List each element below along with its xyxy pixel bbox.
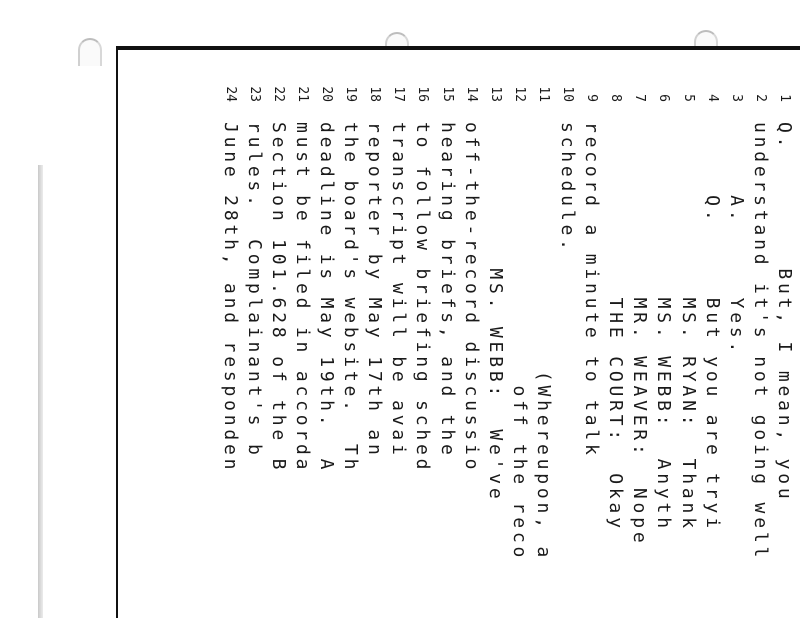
line-text: the board's website. Th: [340, 122, 362, 474]
transcript-sheet: [116, 46, 800, 618]
transcript-line: [748, 50, 772, 618]
line-text: (Whereupon, a: [533, 122, 554, 562]
transcript-line: [603, 50, 627, 618]
line-number: 10: [560, 86, 576, 102]
transcript-line: [386, 50, 410, 618]
transcript-line: [290, 50, 314, 618]
line-number: 5: [680, 94, 696, 102]
line-number: 2: [752, 94, 768, 102]
transcript-line: [627, 50, 651, 618]
line-text: MS. RYAN: Thank: [677, 122, 699, 532]
line-number: 21: [295, 86, 310, 102]
line-text: Q. But, I mean, you: [774, 122, 795, 503]
line-text: transcript will be avai: [388, 122, 410, 459]
line-text: understand it's not going well: [749, 122, 771, 562]
transcript-line: [555, 50, 579, 618]
transcript-line: [772, 50, 796, 618]
line-number: 1: [777, 94, 792, 102]
line-text: off the reco: [508, 122, 530, 562]
line-number: 18: [367, 86, 383, 102]
transcript-line: [652, 50, 676, 618]
line-number: 16: [415, 86, 431, 102]
transcript-line: [242, 50, 266, 618]
line-number: 9: [584, 94, 600, 102]
line-number: 11: [536, 86, 551, 102]
transcript-line: [579, 50, 603, 618]
line-text: rules. Complainant's b: [243, 122, 265, 459]
line-number: 20: [319, 86, 335, 102]
transcript-line: [266, 50, 290, 618]
line-text: deadline is May 19th. A: [316, 122, 338, 474]
line-text: THE COURT: Okay: [605, 122, 627, 532]
transcript-line: [676, 50, 700, 618]
page-edge-shadow: [38, 165, 43, 618]
transcript-line: [483, 50, 507, 618]
line-text: schedule.: [557, 122, 579, 254]
transcript-line: [435, 50, 459, 618]
line-number: 6: [656, 94, 672, 102]
transcript-line: [411, 50, 435, 618]
transcript-line: [338, 50, 362, 618]
line-number: 14: [463, 86, 479, 102]
transcript-line: [362, 50, 386, 618]
line-text: to follow briefing sched: [412, 122, 434, 474]
punch-hole-left: [78, 38, 102, 66]
line-text: A. Yes.: [725, 122, 747, 357]
line-number: 23: [246, 86, 262, 102]
line-number: 19: [343, 86, 359, 102]
line-number: 13: [487, 86, 503, 102]
line-number: 8: [608, 94, 624, 102]
line-number: 15: [439, 86, 455, 102]
line-number: 7: [632, 94, 648, 102]
line-text: Q. But you are tryi: [701, 122, 723, 532]
line-text: MS. WEBB: Anyth: [653, 122, 675, 532]
line-number: 17: [391, 86, 407, 102]
line-text: hearing briefs, and the: [436, 122, 458, 459]
line-text: must be filed in accorda: [292, 122, 313, 474]
line-number: 22: [270, 86, 286, 102]
line-text: MR. WEAVER: Nope: [629, 122, 651, 547]
line-text: MS. WEBB: We've: [484, 122, 506, 503]
transcript-line: [724, 50, 748, 618]
line-number: 3: [728, 94, 744, 102]
line-text: record a minute to talk: [581, 122, 603, 459]
line-text: Section 101.628 of the B: [267, 122, 289, 474]
transcript-line: [459, 50, 483, 618]
line-text: June 28th, and responden: [219, 122, 241, 474]
line-number: 4: [704, 94, 720, 102]
line-text: off-the-record discussio: [460, 122, 482, 474]
transcript-line: [507, 50, 531, 618]
transcript-line: [700, 50, 724, 618]
line-text: reporter by May 17th an: [364, 122, 386, 459]
transcript-line: [218, 50, 242, 618]
transcript-line: [314, 50, 338, 618]
transcript-line: [531, 50, 555, 618]
line-number: 12: [511, 86, 527, 102]
rotated-transcript: [118, 50, 800, 618]
line-number: 24: [222, 86, 238, 102]
